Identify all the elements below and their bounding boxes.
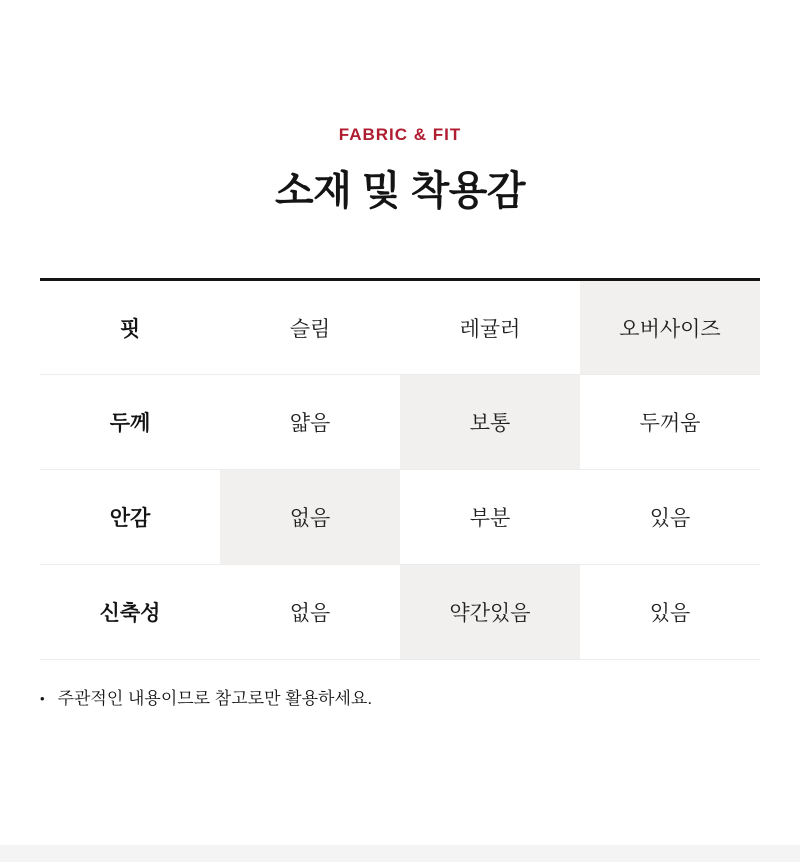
option-cell: 없음 xyxy=(220,470,400,565)
option-cell: 두꺼움 xyxy=(580,375,760,470)
option-cell: 슬림 xyxy=(289,317,331,341)
fabric-fit-table xyxy=(40,278,760,660)
option-cell: 얇음 xyxy=(220,375,400,470)
footnote-text: 주관적인 내용이므로 참고로만 활용하세요. xyxy=(57,689,373,708)
section-eyebrow: FABRIC & FIT xyxy=(338,125,462,144)
option-cell: 없음 xyxy=(220,565,400,660)
option-cell: 부분 xyxy=(400,470,580,565)
row-label: 신축성 xyxy=(40,565,220,660)
option-cell: 있음 xyxy=(580,470,760,565)
option-cell: 레귤러 xyxy=(459,317,521,341)
bullet-icon: • xyxy=(40,691,45,706)
table-row-fit xyxy=(40,280,760,375)
next-section-edge xyxy=(0,845,800,862)
option-cell: 약간있음 xyxy=(400,565,580,660)
option-cell: 오버사이즈 xyxy=(580,280,760,375)
table-row-stretch xyxy=(40,565,760,660)
table-row-lining xyxy=(40,470,760,565)
option-cell: 보통 xyxy=(400,375,580,470)
section-title: 소재 및 착용감 xyxy=(274,169,526,213)
option-cell: 있음 xyxy=(580,565,760,660)
table-row-thickness xyxy=(40,375,760,470)
row-label: 안감 xyxy=(40,470,220,565)
row-label: 핏 xyxy=(119,317,141,341)
row-label: 두께 xyxy=(40,375,220,470)
footnote xyxy=(40,687,800,711)
